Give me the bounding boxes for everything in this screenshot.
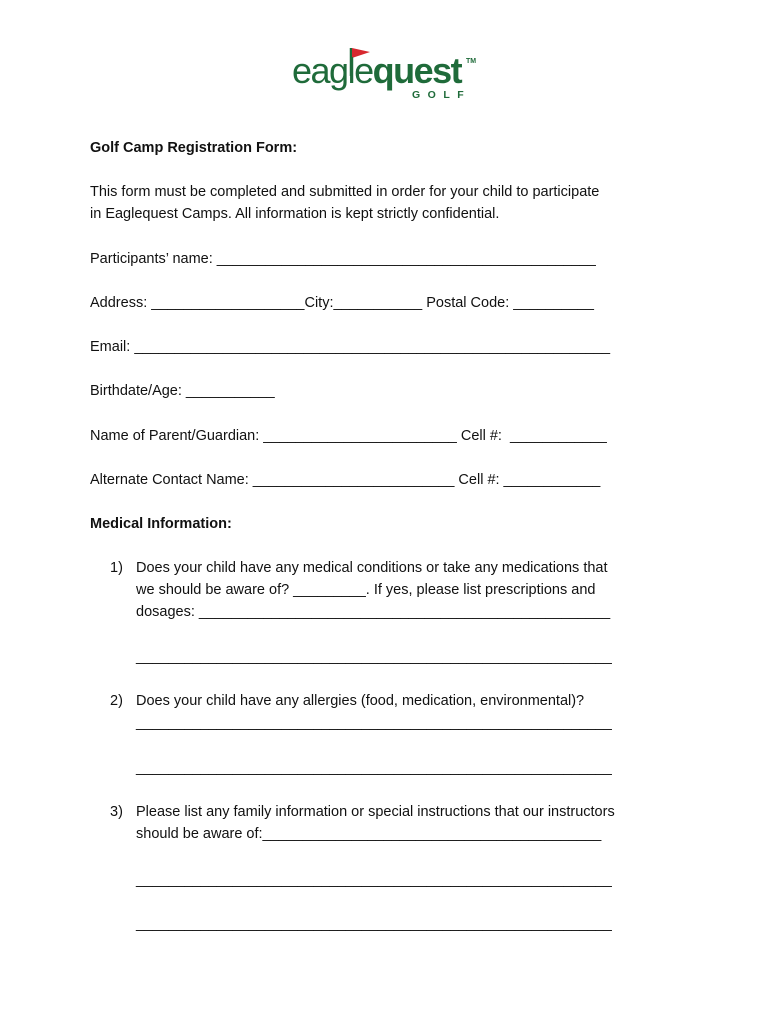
question-1-line-2[interactable]: we should be aware of? _________. If yes, please list prescriptions and (136, 582, 596, 598)
birthdate-age-field[interactable]: Birthdate/Age: ___________ (90, 383, 275, 399)
logo-trademark: TM (466, 58, 477, 65)
medical-heading: Medical Information: (90, 516, 232, 532)
address-field[interactable]: Address: ___________________City:___________ Postal Code: __________ (90, 295, 594, 311)
logo-wordmark (292, 48, 461, 94)
question-2-answer-line-2[interactable]: ___________________________________________________________ (136, 760, 612, 776)
question-1-number: 1) (110, 560, 123, 576)
question-3-line-2[interactable]: should be aware of:__________________________________________ (136, 826, 602, 842)
question-3-line-1: Please list any family information or special instructions that our instructors (136, 804, 615, 820)
question-1-answer-line[interactable]: ___________________________________________________________ (136, 649, 612, 665)
logo-subtitle: GOLF (412, 89, 472, 101)
alternate-contact-field[interactable]: Alternate Contact Name: _________________________ Cell #: ____________ (90, 472, 601, 488)
question-1-line-1: Does your child have any medical conditions or take any medications that (136, 560, 608, 576)
logo-word-quest: quest (372, 50, 462, 91)
intro-text-line-2: in Eaglequest Camps. All information is kept strictly confidential. (90, 206, 500, 222)
email-field[interactable]: Email: ___________________________________________________________ (90, 339, 611, 355)
eaglequest-golf-logo (292, 48, 482, 106)
form-title: Golf Camp Registration Form: (90, 140, 298, 156)
participant-name-field[interactable]: Participants’ name: _______________________________________________ (90, 251, 596, 267)
question-2-answer-line-1[interactable]: ___________________________________________________________ (136, 715, 612, 731)
question-1-line-3[interactable]: dosages: ___________________________________________________ (136, 604, 611, 620)
question-3-answer-line-1[interactable]: ___________________________________________________________ (136, 872, 612, 888)
parent-guardian-field[interactable]: Name of Parent/Guardian: ________________________ Cell #: ____________ (90, 428, 607, 444)
logo-word-eagle: eagle (292, 50, 373, 91)
intro-text-line-1: This form must be completed and submitted in order for your child to participate (90, 184, 600, 200)
question-2-number: 2) (110, 693, 123, 709)
question-3-answer-line-2[interactable]: ___________________________________________________________ (136, 916, 612, 932)
question-2-line-1: Does your child have any allergies (food, medication, environmental)? (136, 693, 585, 709)
question-3-number: 3) (110, 804, 123, 820)
